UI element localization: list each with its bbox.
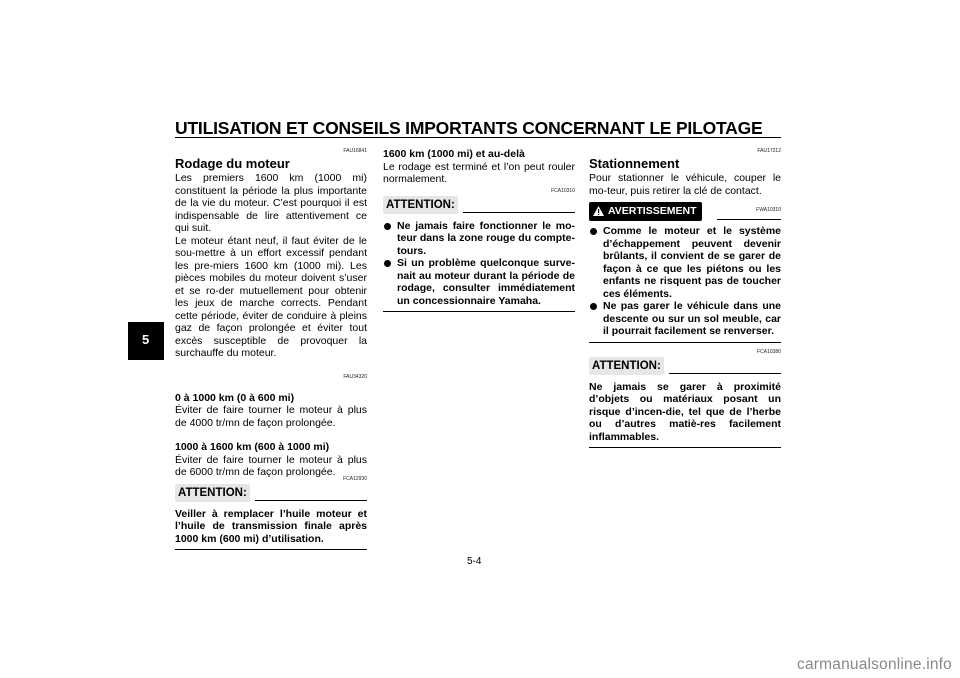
attention-text: Ne jamais se garer à proximité d’objets ou matériaux posant un risque d’incen-die, tel que de l’herbe ou d’autres matiè-res facilement inflammables. (589, 380, 781, 443)
paragraph: Éviter de faire tourner le moteur à plus de 6000 tr/mn de façon prolongée. (175, 453, 367, 478)
header-rule (175, 137, 781, 138)
list-item (383, 220, 575, 258)
warning-label-text: AVERTISSEMENT (608, 205, 697, 217)
paragraph: Les premiers 1600 km (1000 mi) constituent la période la plus importante de la vie du moteur. C’est pourquoi il est indispensable de lire attentivement ce qui suit. (175, 172, 367, 234)
list-item-text: Comme le moteur et le système d’échappement peuvent devenir brûlants, il convient de se garer de façon à ce que les piétons ou les enfants ne risquent pas de toucher ces éléments. (603, 225, 781, 300)
notice-end-rule (383, 311, 575, 312)
bullet-icon (590, 228, 597, 235)
notice-end-rule (589, 342, 781, 343)
page-title: UTILISATION ET CONSEILS IMPORTANTS CONCERNANT LE PILOTAGE (175, 118, 763, 138)
attention-label: ATTENTION: (589, 357, 664, 376)
attention-notice (383, 196, 575, 214)
bullet-icon (384, 260, 391, 267)
section-heading: Stationnement (589, 156, 680, 171)
notice-end-rule (175, 549, 367, 550)
section-code: FAU34320 (343, 373, 367, 380)
list-item (589, 300, 781, 338)
chapter-number: 5 (142, 332, 150, 347)
attention-list (383, 220, 575, 308)
label-rule (255, 500, 367, 501)
column-2 (383, 148, 575, 312)
bullet-icon (384, 223, 391, 230)
list-item-text: Ne pas garer le véhicule dans une descente ou sur un sol meuble, car il pourrait facilement se renverser. (603, 300, 781, 337)
list-item-text: Si un problème quelconque surve-nait au moteur durant la période de rodage, consulter immédiatement un concessionnaire Yamaha. (397, 257, 575, 307)
list-item (383, 257, 575, 307)
page-number: 5-4 (467, 556, 482, 567)
warning-label (589, 202, 702, 221)
subsection-title: 0 à 1000 km (0 à 600 mi) (175, 391, 295, 404)
paragraph: Le rodage est terminé et l’on peut rouler normalement. (383, 160, 575, 185)
attention-text: Veiller à remplacer l’huile moteur et l’huile de transmission finale après 1000 km (600 mi) d’utilisation. (175, 507, 367, 545)
subsection-title: 1600 km (1000 mi) et au-delà (383, 148, 525, 160)
label-rule (717, 219, 781, 220)
list-item-text: Ne jamais faire fonctionner le mo-teur dans la zone rouge du compte-tours. (397, 219, 575, 257)
attention-label: ATTENTION: (175, 484, 250, 503)
paragraph: Le moteur étant neuf, il faut éviter de le sou-mettre à un effort excessif pendant les pre-miers 1600 km (1000 mi). Les pièces mobiles du moteur doivent s’user et se ro-der mutuellement pour obtenir les jeux de marche corrects. Pendant cette période, éviter de conduire à pleins gaz de façon prolongée et éviter tout excès susceptible de provoquer la surchauffe du moteur. (175, 234, 367, 359)
bullet-icon (590, 303, 597, 310)
label-rule (463, 212, 575, 213)
subsection-title: 1000 à 1600 km (600 à 1000 mi) (175, 441, 330, 453)
chapter-tab (128, 322, 164, 360)
notice-code: FCA12930 (343, 475, 367, 482)
label-rule (669, 373, 781, 374)
notice-code: FCA10310 (551, 187, 575, 194)
notice-end-rule (589, 447, 781, 448)
warning-list (589, 225, 781, 338)
section-code: FAU17212 (757, 148, 781, 154)
attention-notice (175, 484, 367, 502)
column-3 (589, 148, 781, 448)
section-code: FAU16841 (343, 148, 367, 154)
attention-label: ATTENTION: (383, 196, 458, 215)
paragraph: Éviter de faire tourner le moteur à plus de 4000 tr/mn de façon prolongée. (175, 404, 367, 429)
column-1 (175, 148, 367, 550)
list-item (589, 225, 781, 300)
warning-triangle-icon (593, 206, 604, 216)
paragraph: Pour stationner le véhicule, couper le mo-teur, puis retirer la clé de contact. (589, 172, 781, 197)
warning-notice (589, 202, 781, 221)
notice-code: FCA10380 (757, 348, 781, 355)
attention-notice (589, 357, 781, 375)
notice-code: FWA10310 (756, 207, 781, 213)
footer-watermark: carmanualsonline.info (797, 656, 952, 673)
section-heading: Rodage du moteur (175, 156, 290, 171)
